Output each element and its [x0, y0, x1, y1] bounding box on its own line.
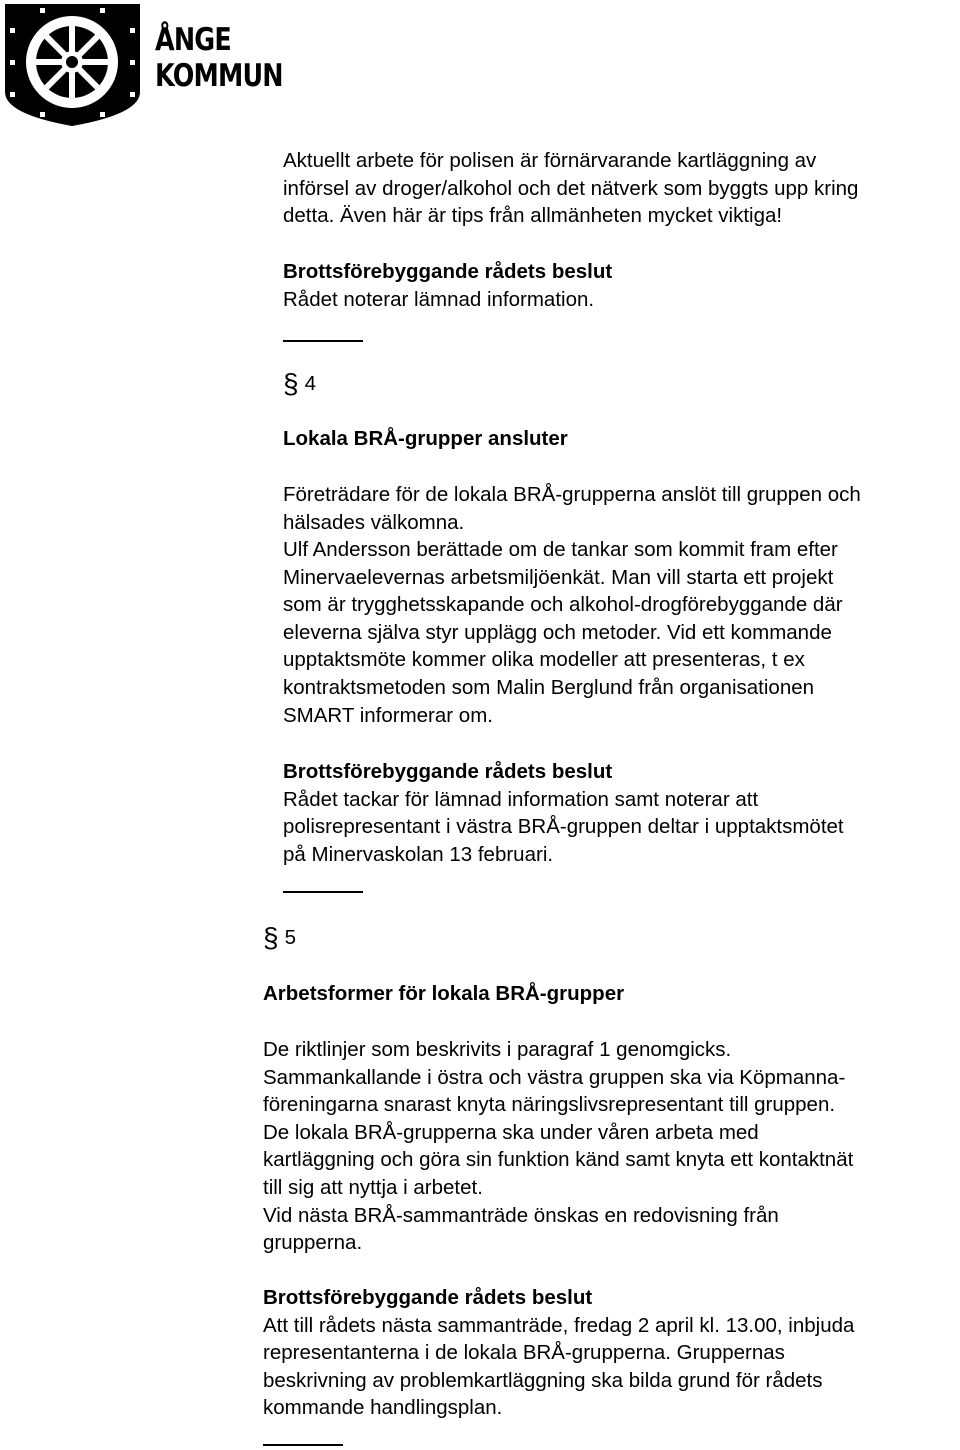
- section5-decision: [263, 1284, 854, 1422]
- section-divider: [263, 1444, 343, 1446]
- text-line: eleverna själva styr upplägg och metoder. Vid ett kommande: [283, 620, 832, 644]
- decision-heading: Brottsförebyggande rådets beslut: [283, 260, 613, 283]
- ange-kommun-logo: [0, 0, 283, 135]
- text-line: De riktlinjer som beskrivits i paragraf 1 genomgicks.: [263, 1038, 732, 1061]
- logo-line-2: KOMMUN: [155, 58, 283, 94]
- section4-paragraph-2: [283, 536, 843, 729]
- text-line: Minervaelevernas arbetsmiljöenkät. Man vill starta ett projekt: [283, 565, 834, 589]
- text-line: som är trygghetsskapande och alkohol-drogförebyggande där: [283, 593, 843, 617]
- text-line: kontraktsmetoden som Malin Berglund från organisationen: [283, 675, 815, 699]
- text-line: Sammankallande i östra och västra gruppen ska via Köpmanna-: [263, 1065, 846, 1089]
- decision-text: på Minervaskolan 13 februari.: [283, 842, 554, 866]
- decision-text: Rådet tackar för lämnad information samt noterar att: [283, 787, 759, 811]
- decision-heading: Brottsförebyggande rådets beslut: [283, 760, 613, 783]
- section4-decision: [283, 758, 844, 868]
- paragraph-number: 4: [304, 372, 316, 395]
- text-line: föreningarna snarast knyta näringslivsrepresentant till gruppen.: [263, 1093, 836, 1117]
- text-line: kartläggning och göra sin funktion känd samt knyta ett kontaktnät: [263, 1148, 854, 1172]
- section-sign: §: [283, 368, 299, 399]
- section-sign: §: [263, 922, 279, 953]
- section3-paragraph: [283, 147, 858, 230]
- text-line: införsel av droger/alkohol och det nätverk som byggts upp kring: [283, 176, 859, 200]
- section4-paragraph-1: [283, 481, 861, 536]
- text-line: upptaktsmöte kommer olika modeller att presenteras, t ex: [283, 648, 805, 672]
- logo-line-1: ÅNGE: [155, 22, 231, 58]
- decision-text: Rådet noterar lämnad information.: [283, 287, 595, 311]
- text-line: detta. Även här är tips från allmänheten mycket viktiga!: [283, 204, 783, 228]
- section3-decision: [283, 258, 612, 313]
- paragraph-number-5: [263, 924, 296, 952]
- section-divider: [283, 891, 363, 893]
- paragraph-number: 5: [284, 926, 296, 949]
- section-divider: [283, 340, 363, 342]
- text-line: Vid nästa BRÅ-sammanträde önskas en redovisning från: [263, 1203, 779, 1227]
- text-line: Aktuellt arbete för polisen är förnärvarande kartläggning av: [283, 149, 817, 172]
- paragraph-number-4: [283, 370, 316, 398]
- decision-text: kommande handlingsplan.: [263, 1396, 503, 1420]
- decision-heading: Brottsförebyggande rådets beslut: [263, 1286, 593, 1309]
- decision-text: representanterna i de lokala BRÅ-grupperna. Gruppernas: [263, 1341, 785, 1365]
- text-line: grupperna.: [263, 1231, 363, 1255]
- decision-text: beskrivning av problemkartläggning ska bilda grund för rådets: [263, 1368, 823, 1392]
- logo-wordmark: [155, 22, 283, 94]
- decision-text: Att till rådets nästa sammanträde, fredag 2 april kl. 13.00, inbjuda: [263, 1313, 855, 1337]
- text-line: De lokala BRÅ-grupperna ska under våren arbeta med: [263, 1120, 759, 1144]
- text-line: Ulf Andersson berättade om de tankar som kommit fram efter: [283, 538, 838, 561]
- text-line: Företrädare för de lokala BRÅ-grupperna anslöt till gruppen och: [283, 483, 861, 506]
- section5-paragraph: [263, 1036, 853, 1257]
- section4-title: Lokala BRÅ-grupper ansluter: [283, 427, 568, 450]
- text-line: hälsades välkomna.: [283, 510, 465, 534]
- decision-text: polisrepresentant i västra BRÅ-gruppen deltar i upptaktsmötet: [283, 815, 844, 839]
- section5-title: Arbetsformer för lokala BRÅ-grupper: [263, 982, 625, 1005]
- text-line: till sig att nyttja i arbetet.: [263, 1175, 483, 1199]
- wheel-emblem-icon: [0, 0, 150, 130]
- text-line: SMART informerar om.: [283, 703, 493, 727]
